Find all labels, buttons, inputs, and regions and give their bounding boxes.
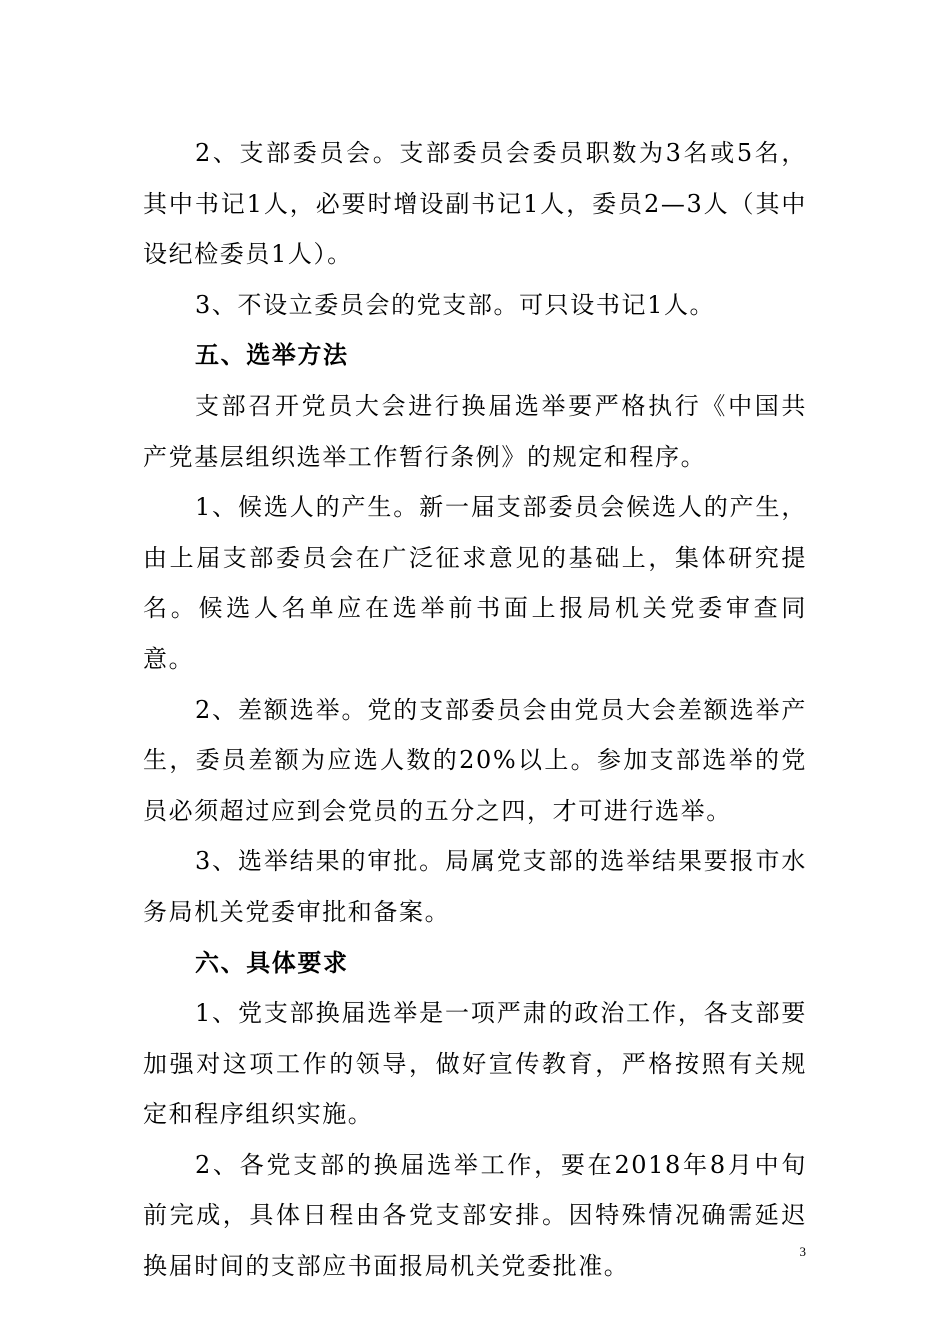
paragraph-candidate-generation: 1、候选人的产生。新一届支部委员会候选人的产生，由上届支部委员会在广泛征求意见的基础上，集体研究提名。候选人名单应在选举前书面上报局机关党委审查同意。 [143, 493, 807, 673]
paragraph-deadline: 2、各党支部的换届选举工作，要在2018年8月中旬前完成，具体日程由各党支部安排。因特殊情况确需延迟换届时间的支部应书面报局机关党委批准。 [143, 1150, 807, 1281]
document-body [143, 128, 807, 1292]
paragraph-election-regulations: 支部召开党员大会进行换届选举要严格执行《中国共产党基层组织选举工作暂行条例》的规定和程序。 [143, 391, 807, 471]
paragraph-no-committee: 3、不设立委员会的党支部。可只设书记1人。 [195, 290, 716, 319]
paragraph-competitive-election: 2、差额选举。党的支部委员会由党员大会差额选举产生，委员差额为应选人数的20%以上。参加支部选举的党员必须超过应到会党员的五分之四，才可进行选举。 [143, 695, 807, 825]
page-number: 3 [799, 1244, 806, 1259]
paragraph-political-work: 1、党支部换届选举是一项严肃的政治工作，各支部要加强对这项工作的领导，做好宣传教育，严格按照有关规定和程序组织实施。 [143, 999, 807, 1129]
section-heading-requirements: 六、具体要求 [195, 947, 349, 977]
section-heading-election-method: 五、选举方法 [195, 340, 349, 370]
paragraph-committee: 2、支部委员会。支部委员会委员职数为3名或5名，其中书记1人，必要时增设副书记1人，委员2—3人（其中设纪检委员1人）。 [143, 139, 807, 269]
paragraph-result-approval: 3、选举结果的审批。局属党支部的选举结果要报市水务局机关党委审批和备案。 [143, 847, 807, 926]
